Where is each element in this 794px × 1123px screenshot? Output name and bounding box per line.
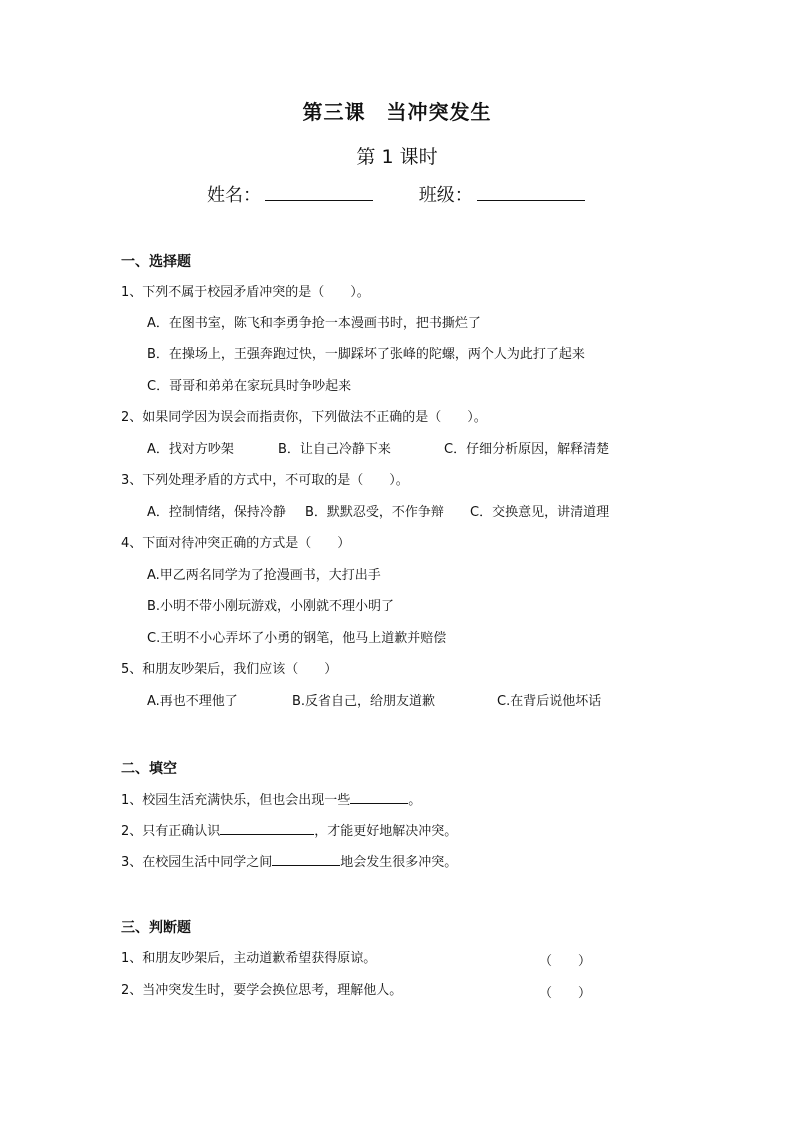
fill-question-2-text: 2、只有正确认识 <box>121 824 221 839</box>
fill-question-3-blank[interactable] <box>272 853 340 866</box>
question-4-option-c[interactable]: C.王明不小心弄坏了小勇的钢笔，他马上道歉并赔偿 <box>147 631 447 646</box>
fill-question-1-end: 。 <box>408 793 422 808</box>
question-1-option-b[interactable]: B．在操场上，王强奔跑过快，一脚踩坏了张峰的陀螺，两个人为此打了起来 <box>147 347 585 362</box>
question-2-option-c[interactable]: C．仔细分析原因，解释清楚 <box>444 442 610 457</box>
fill-question-3 <box>121 853 457 872</box>
question-2-option-b[interactable]: B．让自己冷静下来 <box>278 442 391 457</box>
name-label: 姓名： <box>207 185 261 206</box>
judge-question-2-answer[interactable]: （ ） <box>539 986 592 1001</box>
judge-question-1: 1、和朋友吵架后，主动道歉希望获得原谅。 <box>121 951 377 966</box>
page-subtitle: 第 1 课时 <box>356 146 438 168</box>
question-4-option-a[interactable]: A.甲乙两名同学为了抢漫画书，大打出手 <box>147 568 381 583</box>
page-title: 第三课 当冲突发生 <box>302 100 492 124</box>
judge-question-1-answer[interactable]: （ ） <box>539 954 592 969</box>
question-5-option-c[interactable]: C.在背后说他坏话 <box>497 694 602 709</box>
fill-question-3-text: 3、在校园生活中同学之间 <box>121 855 273 870</box>
name-blank[interactable] <box>265 184 373 201</box>
question-2-option-a[interactable]: A．找对方吵架 <box>147 442 234 457</box>
judge-question-2: 2、当冲突发生时，要学会换位思考，理解他人。 <box>121 983 403 998</box>
section-heading-fill: 二、填空 <box>121 761 177 777</box>
question-3-option-b[interactable]: B．默默忍受，不作争辩 <box>305 505 444 520</box>
question-3-option-a[interactable]: A．控制情绪，保持冷静 <box>147 505 286 520</box>
question-5-option-a[interactable]: A.再也不理他了 <box>147 694 238 709</box>
question-2-stem: 2、如果同学因为误会而指责你，下列做法不正确的是（ ）。 <box>121 410 487 425</box>
class-label: 班级： <box>418 185 473 206</box>
question-5-option-b[interactable]: B.反省自己，给朋友道歉 <box>292 694 436 709</box>
fill-question-2-blank[interactable] <box>220 822 314 835</box>
fill-question-1-blank[interactable] <box>350 791 408 804</box>
question-4-stem: 4、下面对待冲突正确的方式是（ ） <box>121 536 351 551</box>
fill-question-2 <box>121 822 457 841</box>
question-1-option-a[interactable]: A．在图书室，陈飞和李勇争抢一本漫画书时，把书撕烂了 <box>147 316 481 331</box>
section-heading-choice: 一、选择题 <box>121 254 191 270</box>
fill-question-1 <box>121 791 421 810</box>
question-1-option-c[interactable]: C．哥哥和弟弟在家玩具时争吵起来 <box>147 379 352 394</box>
question-5-stem: 5、和朋友吵架后，我们应该（ ） <box>121 662 338 677</box>
class-blank[interactable] <box>477 184 585 201</box>
student-info-row <box>207 181 585 207</box>
fill-question-1-text: 1、校园生活充满快乐，但也会出现一些 <box>121 793 351 808</box>
fill-question-2-end: ，才能更好地解决冲突。 <box>314 824 458 839</box>
question-3-stem: 3、下列处理矛盾的方式中，不可取的是（ ）。 <box>121 473 409 488</box>
question-1-stem: 1、下列不属于校园矛盾冲突的是（ ）。 <box>121 285 370 300</box>
fill-question-3-end: 地会发生很多冲突。 <box>340 855 458 870</box>
question-3-option-c[interactable]: C．交换意见，讲清道理 <box>470 505 610 520</box>
section-heading-judge: 三、判断题 <box>121 920 191 936</box>
question-4-option-b[interactable]: B.小明不带小刚玩游戏，小刚就不理小明了 <box>147 599 395 614</box>
